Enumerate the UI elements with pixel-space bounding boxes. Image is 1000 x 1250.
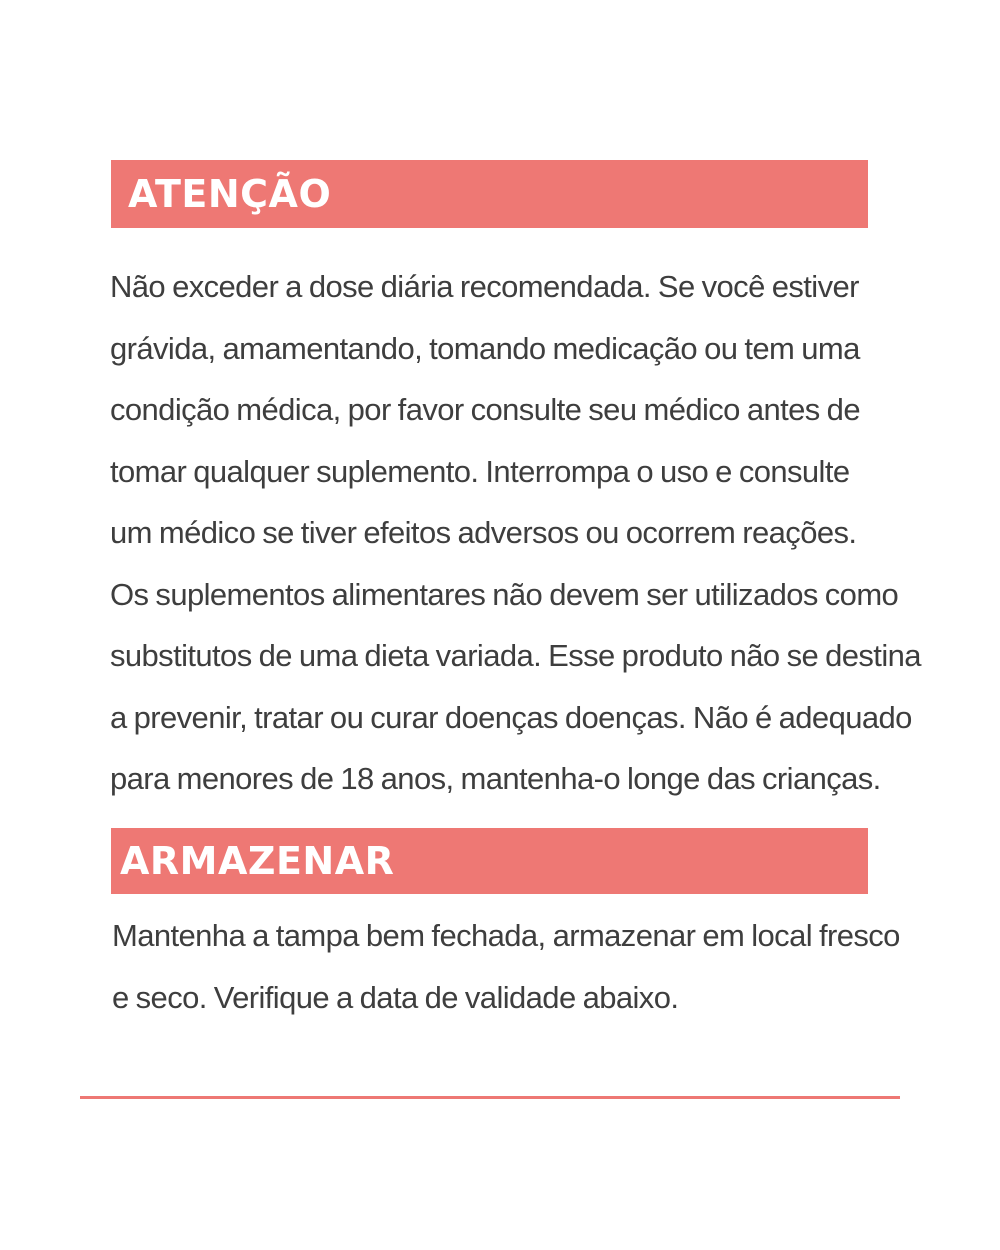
bottom-divider [80,1096,900,1099]
atencao-line: Não exceder a dose diária recomendada. Se você estiver [110,269,859,304]
atencao-line: para menores de 18 anos, mantenha-o longe das crianças. [110,761,881,796]
armazenar-heading: ARMAZENAR [111,828,868,894]
atencao-line: grávida, amamentando, tomando medicação ou tem uma [110,330,860,366]
atencao-line: condição médica, por favor consulte seu médico antes de [110,392,860,427]
atencao-line: a prevenir, tratar ou curar doenças doenças. Não é adequado [110,699,912,735]
armazenar-line: e seco. Verifique a data de validade abaixo. [112,979,679,1015]
armazenar-line: Mantenha a tampa bem fechada, armazenar em local fresco [112,918,900,953]
atencao-paragraph [110,256,921,810]
atencao-heading: ATENÇÃO [111,160,868,228]
atencao-line: substitutos de uma dieta variada. Esse produto não se destina [110,638,921,673]
atencao-line: Os suplementos alimentares não devem ser utilizados como [110,576,899,612]
atencao-line: tomar qualquer suplemento. Interrompa o uso e consulte [110,453,850,489]
atencao-line: um médico se tiver efeitos adversos ou ocorrem reações. [110,515,857,550]
armazenar-paragraph [112,905,900,1028]
